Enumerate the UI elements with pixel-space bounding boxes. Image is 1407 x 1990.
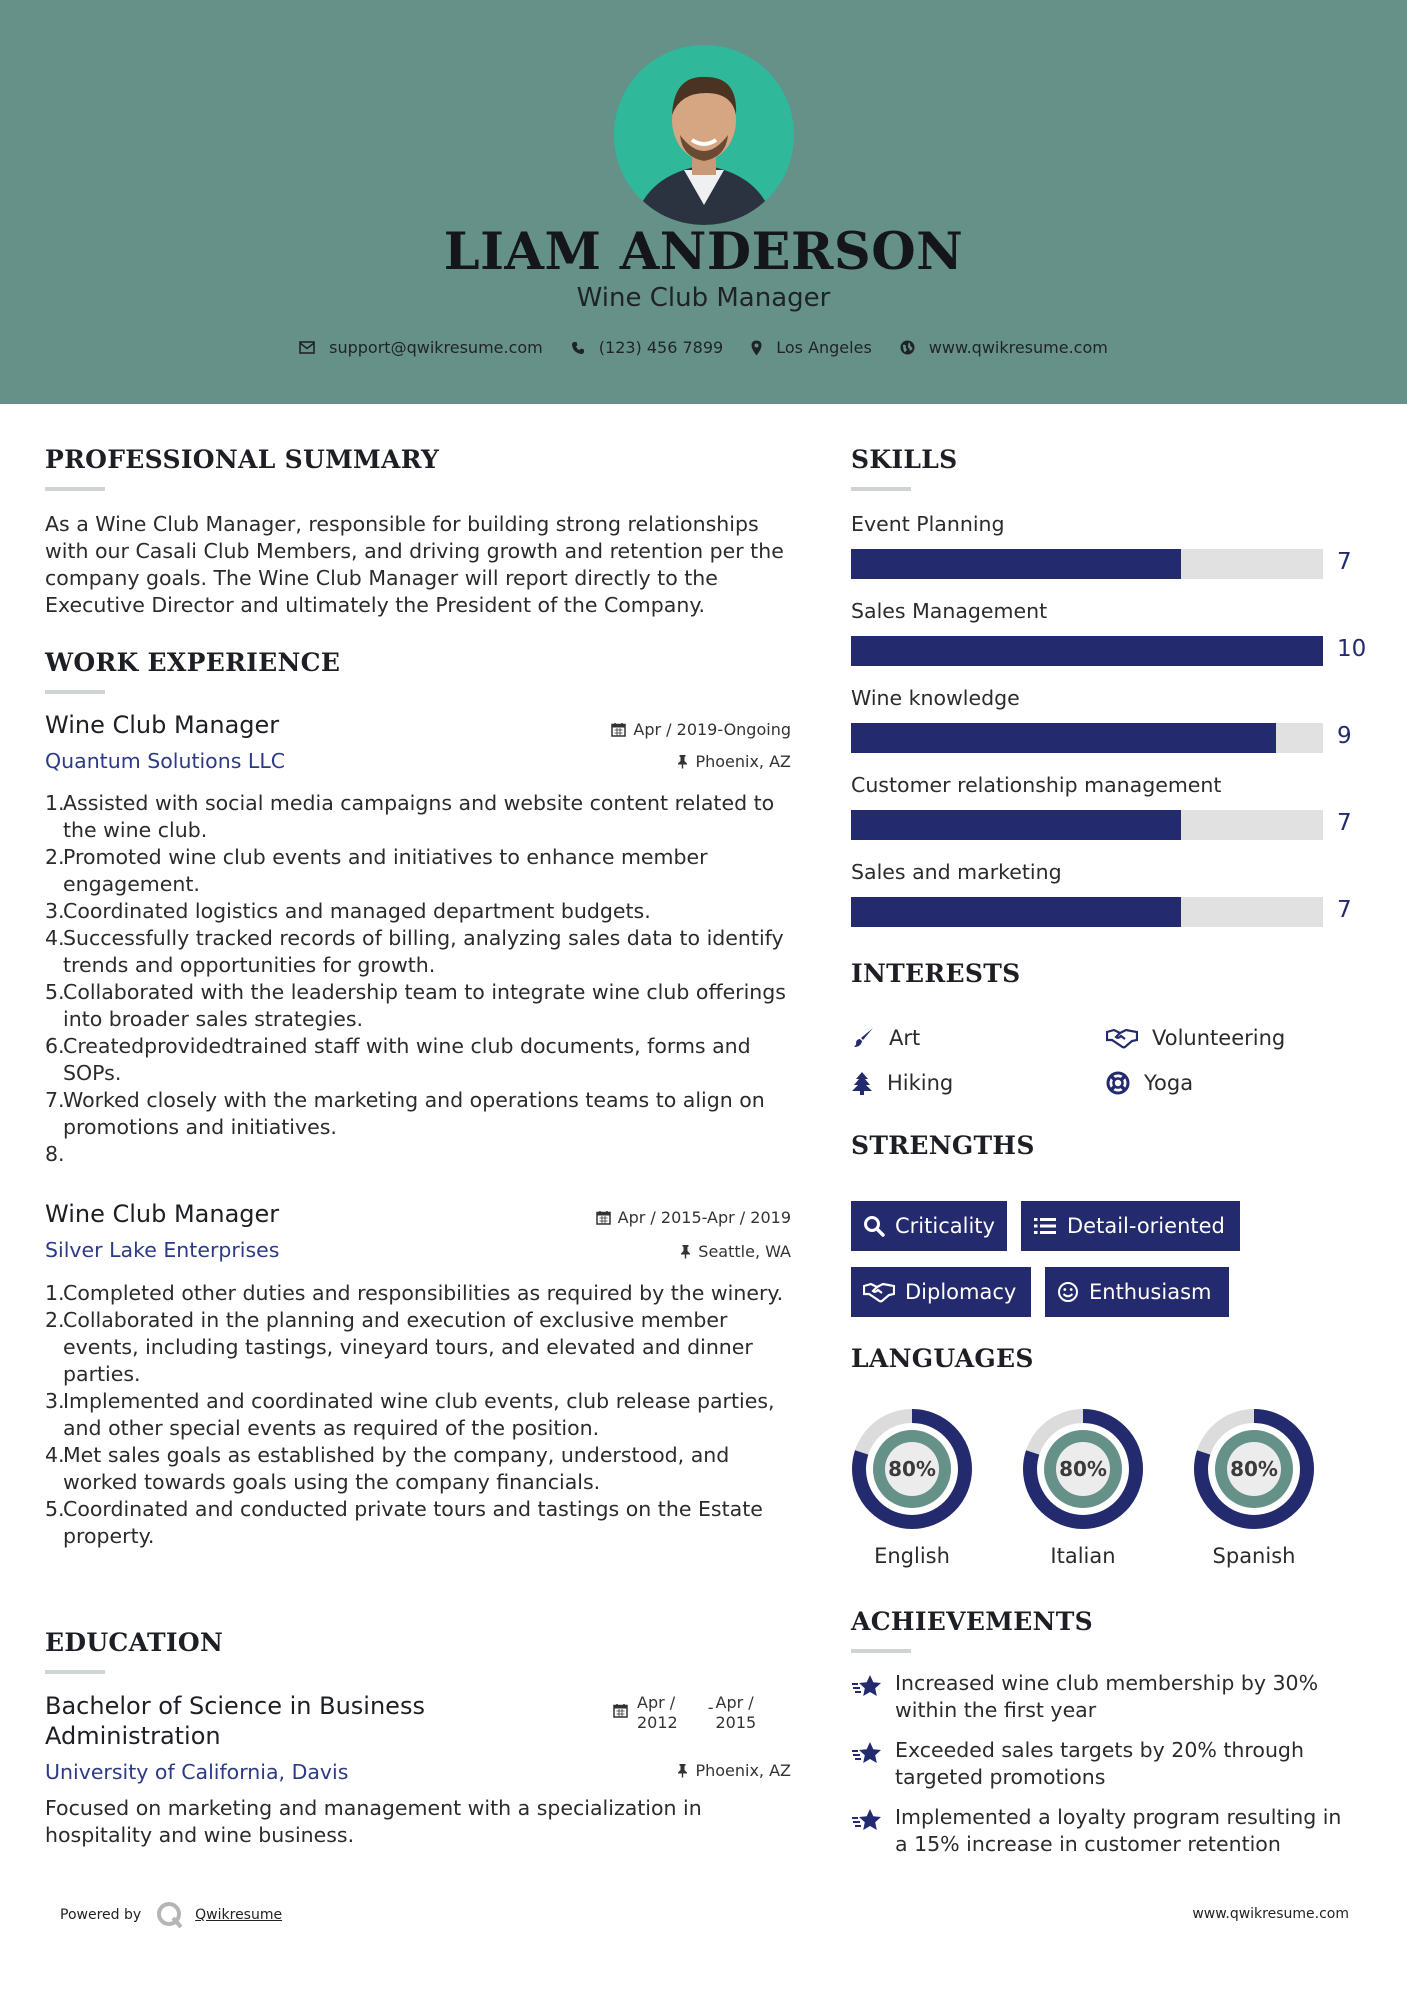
- contact-phone[interactable]: [571, 338, 723, 357]
- handshake-icon: [1106, 1027, 1138, 1049]
- education-school: University of California, Davis: [45, 1760, 349, 1784]
- job-1-date-text: Apr / 2019-Ongoing: [633, 720, 791, 739]
- education-degree-line-2: Administration: [45, 1722, 221, 1750]
- strength-criticality: [851, 1201, 1007, 1251]
- footer-powered-by: [60, 1900, 282, 1930]
- job-2-location-text: Seattle, WA: [698, 1242, 791, 1261]
- job-2-duty: 5. Coordinated and conducted private tours and tastings on the Estate property.: [45, 1497, 763, 1548]
- header-banner: [0, 0, 1407, 404]
- skill-bar-fill: [851, 723, 1276, 753]
- interest-hiking-label: Hiking: [887, 1071, 954, 1095]
- job-1-location-text: Phoenix, AZ: [695, 752, 791, 771]
- skill-value: 7: [1337, 549, 1352, 575]
- interest-yoga: [1106, 1071, 1193, 1095]
- skill-label: Sales and marketing: [851, 860, 1062, 884]
- contact-website[interactable]: [900, 338, 1108, 357]
- job-1-date: [491, 720, 791, 739]
- education-location: [491, 1761, 791, 1780]
- calendar-icon: [611, 722, 626, 737]
- job-2-company: Silver Lake Enterprises: [45, 1238, 280, 1262]
- achievement-item: Exceeded sales targets by 20% through targeted promotions: [851, 1737, 1304, 1791]
- language-ring: [1021, 1407, 1145, 1531]
- skill-value: 7: [1337, 897, 1352, 923]
- interests-heading: INTERESTS: [851, 959, 1021, 988]
- languages-heading: LANGUAGES: [851, 1344, 1034, 1373]
- summary-text: As a Wine Club Manager, responsible for building strong relationships with our Casali Club Members, and driving growth and retention per the company goals. The Wine Club Manager will report directly to the Executive Director and ultimately the President of the Company.: [45, 512, 784, 617]
- skill-bar-fill: [851, 636, 1323, 666]
- job-1-duty: 1. Assisted with social media campaigns and website content related to the wine club.: [45, 791, 775, 842]
- language-name: Spanish: [1212, 1544, 1296, 1568]
- skill-bar-track: [851, 549, 1323, 579]
- star-icon: [851, 1672, 883, 1700]
- contact-location-text: Los Angeles: [776, 338, 872, 357]
- language-name: English: [874, 1544, 950, 1568]
- job-1-duty: 8.: [45, 1142, 65, 1166]
- skill-value: 7: [1337, 810, 1352, 836]
- language-ring: [850, 1407, 974, 1531]
- language-name: Italian: [1050, 1544, 1116, 1568]
- summary-heading: PROFESSIONAL SUMMARY: [45, 445, 440, 474]
- calendar-icon: [596, 1210, 611, 1225]
- tree-icon: [851, 1071, 873, 1095]
- job-2-duty: 2. Collaborated in the planning and execution of exclusive member events, including tastings, vineyard tours, and elevated and dinner parties.: [45, 1308, 753, 1386]
- skill-bar-track: [851, 723, 1323, 753]
- contact-bar: [0, 338, 1407, 357]
- skill-label: Event Planning: [851, 512, 1005, 536]
- job-1-company: Quantum Solutions LLC: [45, 749, 286, 773]
- experience-heading: WORK EXPERIENCE: [45, 648, 341, 677]
- job-1-duty: 4. Successfully tracked records of billing, analyzing sales data to identify trends and opportunities for growth.: [45, 926, 784, 977]
- contact-location: [751, 338, 872, 357]
- profile-photo: [614, 45, 794, 225]
- education-degree: [45, 1691, 425, 1751]
- interest-art: [851, 1026, 920, 1050]
- achievements-heading: ACHIEVEMENTS: [851, 1607, 1093, 1636]
- job-2-duty: 4. Met sales goals as established by the company, understood, and worked towards goals using the company financials.: [45, 1443, 730, 1494]
- handshake-icon: [863, 1281, 895, 1303]
- skills-heading-rule: [851, 487, 911, 491]
- contact-phone-text: (123) 456 7899: [598, 338, 724, 357]
- skill-bar-fill: [851, 897, 1181, 927]
- experience-heading-rule: [45, 690, 105, 694]
- job-1-duty: 3. Coordinated logistics and managed department budgets.: [45, 899, 651, 923]
- smile-icon: [1057, 1281, 1079, 1303]
- education-location-text: Phoenix, AZ: [695, 1761, 791, 1780]
- skill-bar-track: [851, 810, 1323, 840]
- strength-detail-oriented-label: Detail-oriented: [1067, 1214, 1225, 1238]
- qwikresume-logo-icon: [155, 1900, 185, 1930]
- strength-criticality-label: Criticality: [895, 1214, 995, 1238]
- footer-site[interactable]: www.qwikresume.com: [1192, 1906, 1349, 1922]
- contact-email[interactable]: [299, 338, 543, 357]
- phone-icon: [571, 341, 585, 355]
- strength-diplomacy-label: Diplomacy: [905, 1280, 1017, 1304]
- footer-powered-by-label: Powered by: [60, 1907, 142, 1923]
- achievement-item: Increased wine club membership by 30% within the first year: [851, 1670, 1318, 1724]
- search-icon: [863, 1215, 885, 1237]
- globe-icon: [900, 340, 915, 355]
- education-heading-rule: [45, 1670, 105, 1674]
- strength-detail-oriented: [1021, 1201, 1240, 1251]
- interest-hiking: [851, 1071, 953, 1095]
- skill-bar-track: [851, 897, 1323, 927]
- person-avatar-icon: [614, 45, 794, 225]
- job-2-location: [491, 1242, 791, 1261]
- footer-brand-link[interactable]: Qwikresume: [195, 1907, 283, 1923]
- job-2-date-text: Apr / 2015-Apr / 2019: [617, 1208, 791, 1227]
- job-1-title: Wine Club Manager: [45, 711, 280, 739]
- star-icon: [851, 1739, 883, 1767]
- language-percent: 80%: [1059, 1457, 1107, 1481]
- contact-website-text: www.qwikresume.com: [928, 338, 1108, 357]
- thumbtack-icon: [680, 1244, 691, 1259]
- language-percent: 80%: [1230, 1457, 1278, 1481]
- calendar-icon: [613, 1703, 628, 1718]
- education-date-end: Apr / 2015: [715, 1693, 757, 1732]
- skill-bar-fill: [851, 810, 1181, 840]
- candidate-title: Wine Club Manager: [576, 283, 831, 313]
- job-1-duty: 6. Createdprovidedtrained staff with wine club documents, forms and SOPs.: [45, 1034, 751, 1085]
- education-degree-line-1: Bachelor of Science in Business: [45, 1692, 425, 1720]
- thumbtack-icon: [677, 1763, 688, 1778]
- interest-volunteering: [1106, 1026, 1285, 1050]
- language-ring: [1192, 1407, 1316, 1531]
- job-2-date: [491, 1208, 791, 1227]
- candidate-name: LIAM ANDERSON: [443, 222, 964, 282]
- job-1-duty: 5. Collaborated with the leadership team to integrate wine club offerings into broader sales strategies.: [45, 980, 786, 1031]
- envelope-icon: [299, 341, 315, 354]
- skill-label: Wine knowledge: [851, 686, 1020, 710]
- thumbtack-icon: [677, 754, 688, 769]
- strengths-heading: STRENGTHS: [851, 1131, 1035, 1160]
- education-description: Focused on marketing and management with a specialization in hospitality and wine business.: [45, 1796, 702, 1847]
- job-2-duty: 3. Implemented and coordinated wine club events, club release parties, and other special events as required of the position.: [45, 1389, 775, 1440]
- education-date-sep: -: [707, 1698, 714, 1717]
- skill-bar-track: [851, 636, 1323, 666]
- skills-heading: SKILLS: [851, 445, 958, 474]
- strength-enthusiasm-label: Enthusiasm: [1089, 1280, 1212, 1304]
- interest-art-label: Art: [889, 1026, 921, 1050]
- summary-heading-rule: [45, 487, 105, 491]
- achievement-item: Implemented a loyalty program resulting in a 15% increase in customer retention: [851, 1804, 1341, 1858]
- interest-volunteering-label: Volunteering: [1152, 1026, 1286, 1050]
- job-2-title: Wine Club Manager: [45, 1200, 280, 1228]
- skill-label: Customer relationship management: [851, 773, 1222, 797]
- job-1-location: [491, 752, 791, 771]
- language-percent: 80%: [888, 1457, 936, 1481]
- life-ring-icon: [1106, 1071, 1130, 1095]
- job-2-duties: [45, 1280, 800, 1550]
- job-1-duties: [45, 790, 800, 1168]
- strength-enthusiasm: [1045, 1267, 1229, 1317]
- education-heading: EDUCATION: [45, 1628, 224, 1657]
- map-marker-icon: [751, 340, 762, 356]
- skill-bar-fill: [851, 549, 1181, 579]
- list-icon: [1033, 1216, 1057, 1236]
- skill-value: 9: [1337, 723, 1352, 749]
- job-2-duty: 1. Completed other duties and responsibilities as required by the winery.: [45, 1281, 784, 1305]
- skill-value: 10: [1337, 636, 1367, 662]
- education-date: [613, 1693, 756, 1733]
- achievements-heading-rule: [851, 1649, 911, 1653]
- job-1-duty: 7. Worked closely with the marketing and operations teams to align on promotions and initiatives.: [45, 1088, 765, 1139]
- job-1-duty: 2. Promoted wine club events and initiatives to enhance member engagement.: [45, 845, 708, 896]
- education-date-start: Apr / 2012: [637, 1693, 678, 1732]
- star-icon: [851, 1806, 883, 1834]
- interest-yoga-label: Yoga: [1144, 1071, 1194, 1095]
- strength-diplomacy: [851, 1267, 1031, 1317]
- contact-email-text: support@qwikresume.com: [329, 338, 543, 357]
- skill-label: Sales Management: [851, 599, 1048, 623]
- paint-brush-icon: [851, 1026, 875, 1050]
